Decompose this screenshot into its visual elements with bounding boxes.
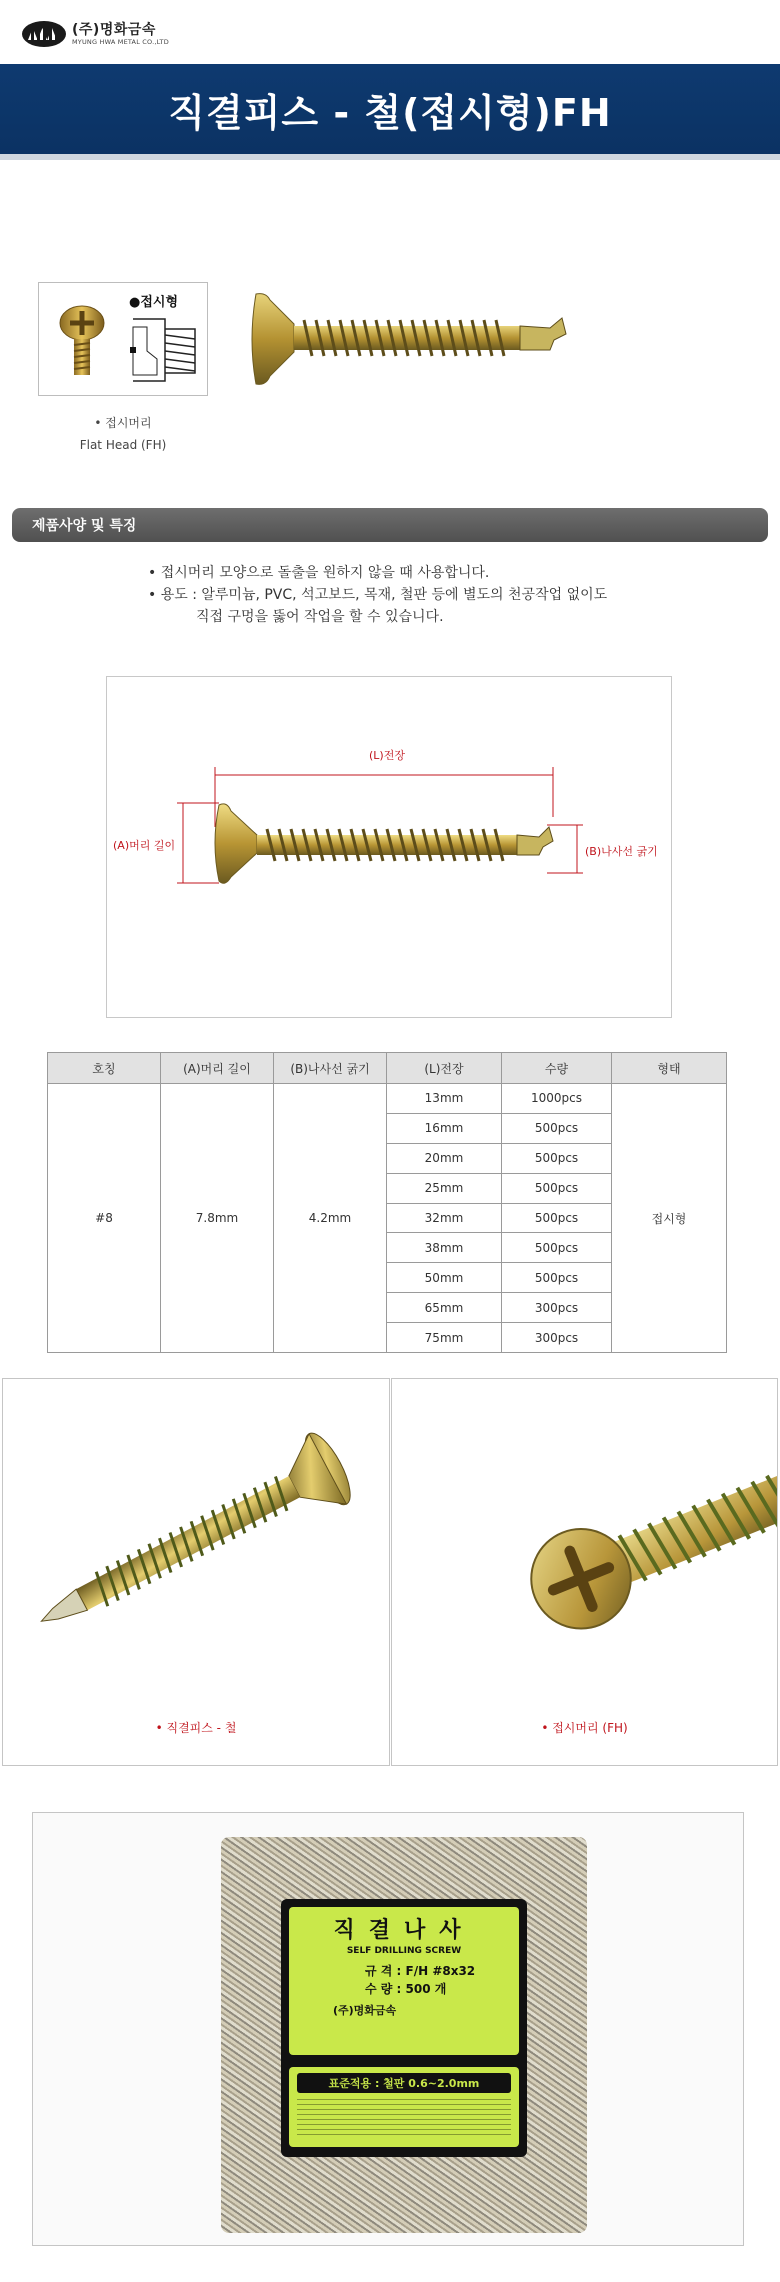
header-thread-dia: (B)나사선 굵기 bbox=[274, 1053, 387, 1084]
feature-item: 직접 구멍을 뚫어 작업을 할 수 있습니다. bbox=[196, 609, 444, 625]
package-label bbox=[281, 1899, 527, 2157]
head-caption-en: Flat Head (FH) bbox=[79, 438, 167, 452]
package-label-main bbox=[289, 1907, 519, 2055]
qty-cell: 500pcs bbox=[502, 1263, 612, 1293]
head-type-label: ●접시형 bbox=[129, 295, 179, 310]
form-cell: 접시형 bbox=[612, 1084, 727, 1353]
brand-mark-icon bbox=[22, 21, 66, 47]
photo-tile-side bbox=[2, 1378, 390, 1766]
length-label: (L)전장 bbox=[369, 749, 405, 762]
photo-caption-head: • 접시머리 (FH) bbox=[541, 1721, 628, 1735]
length-cell: 25mm bbox=[387, 1173, 502, 1203]
size-cell: #8 bbox=[48, 1084, 161, 1353]
qty-cell: 500pcs bbox=[502, 1113, 612, 1143]
head-length-label: (A)머리 길이 bbox=[113, 839, 176, 852]
title-banner bbox=[0, 64, 780, 160]
brand-name-kr: (주)명화금속 bbox=[72, 21, 156, 38]
qty-cell: 300pcs bbox=[502, 1323, 612, 1353]
table-header-row bbox=[48, 1053, 727, 1084]
length-cell: 75mm bbox=[387, 1323, 502, 1353]
qty-cell: 500pcs bbox=[502, 1233, 612, 1263]
package-fine-print bbox=[297, 2099, 511, 2139]
feature-item: • 용도 : 알루미늄, PVC, 석고보드, 목재, 철판 등에 별도의 천공작업 없이도 bbox=[148, 587, 608, 603]
photo-tile-head bbox=[391, 1378, 778, 1766]
length-cell: 32mm bbox=[387, 1203, 502, 1233]
dimension-diagram bbox=[106, 676, 672, 1018]
package-title: 직결나사 bbox=[333, 1918, 475, 1943]
feature-list bbox=[148, 562, 607, 628]
thread-dia-cell: 4.2mm bbox=[274, 1084, 387, 1353]
flat-head-screw-icon bbox=[51, 303, 113, 379]
package-spec-size: 규 격 : F/H #8x32 bbox=[365, 1964, 476, 1978]
table-row bbox=[48, 1084, 727, 1114]
length-cell: 65mm bbox=[387, 1293, 502, 1323]
qty-cell: 1000pcs bbox=[502, 1084, 612, 1114]
head-length-cell: 7.8mm bbox=[161, 1084, 274, 1353]
package-spec-qty: 수 량 : 500 개 bbox=[365, 1982, 447, 1996]
qty-cell: 500pcs bbox=[502, 1203, 612, 1233]
qty-cell: 300pcs bbox=[502, 1293, 612, 1323]
header-length: (L)전장 bbox=[387, 1053, 502, 1084]
package-label-lower bbox=[289, 2067, 519, 2147]
header-form: 형태 bbox=[612, 1053, 727, 1084]
screw-head-photo bbox=[392, 1379, 777, 1699]
brand-text bbox=[72, 23, 169, 46]
page-title: 직결피스 - 철(접시형)FH bbox=[168, 90, 612, 135]
hero-screw-image bbox=[250, 290, 580, 390]
countersunk-diagram-icon bbox=[125, 289, 203, 389]
thread-dia-label: (B)나사선 굵기 bbox=[585, 845, 658, 858]
header-size: 호칭 bbox=[48, 1053, 161, 1084]
length-cell: 50mm bbox=[387, 1263, 502, 1293]
package-subtitle: SELF DRILLING SCREW bbox=[346, 1946, 462, 1956]
package-photo bbox=[32, 1812, 744, 2246]
screw-side-photo bbox=[3, 1379, 389, 1699]
brand-name-en: MYUNG HWA METAL CO.,LTD bbox=[72, 37, 169, 46]
spec-table bbox=[47, 1052, 727, 1353]
photo-caption-side: • 직결피스 - 철 bbox=[155, 1721, 237, 1735]
package-spec bbox=[299, 1962, 509, 1998]
length-cell: 38mm bbox=[387, 1233, 502, 1263]
feature-item: • 접시머리 모양으로 돌출을 원하지 않을 때 사용합니다. bbox=[148, 565, 490, 581]
length-cell: 20mm bbox=[387, 1143, 502, 1173]
brand-logo[interactable] bbox=[22, 14, 169, 54]
header-qty: 수량 bbox=[502, 1053, 612, 1084]
spec-section-header bbox=[12, 508, 768, 542]
qty-cell: 500pcs bbox=[502, 1173, 612, 1203]
length-cell: 13mm bbox=[387, 1084, 502, 1114]
header-head-length: (A)머리 길이 bbox=[161, 1053, 274, 1084]
package-maker: (주)명화금속 bbox=[333, 2004, 397, 2017]
length-cell: 16mm bbox=[387, 1113, 502, 1143]
head-caption-kr: • 접시머리 bbox=[94, 416, 152, 430]
qty-cell: 500pcs bbox=[502, 1143, 612, 1173]
head-type-card bbox=[38, 282, 208, 396]
spec-section-title: 제품사양 및 특징 bbox=[32, 518, 137, 534]
head-type-caption bbox=[38, 412, 208, 456]
package-standard: 표준적용 : 철판 0.6~2.0mm bbox=[297, 2073, 511, 2093]
